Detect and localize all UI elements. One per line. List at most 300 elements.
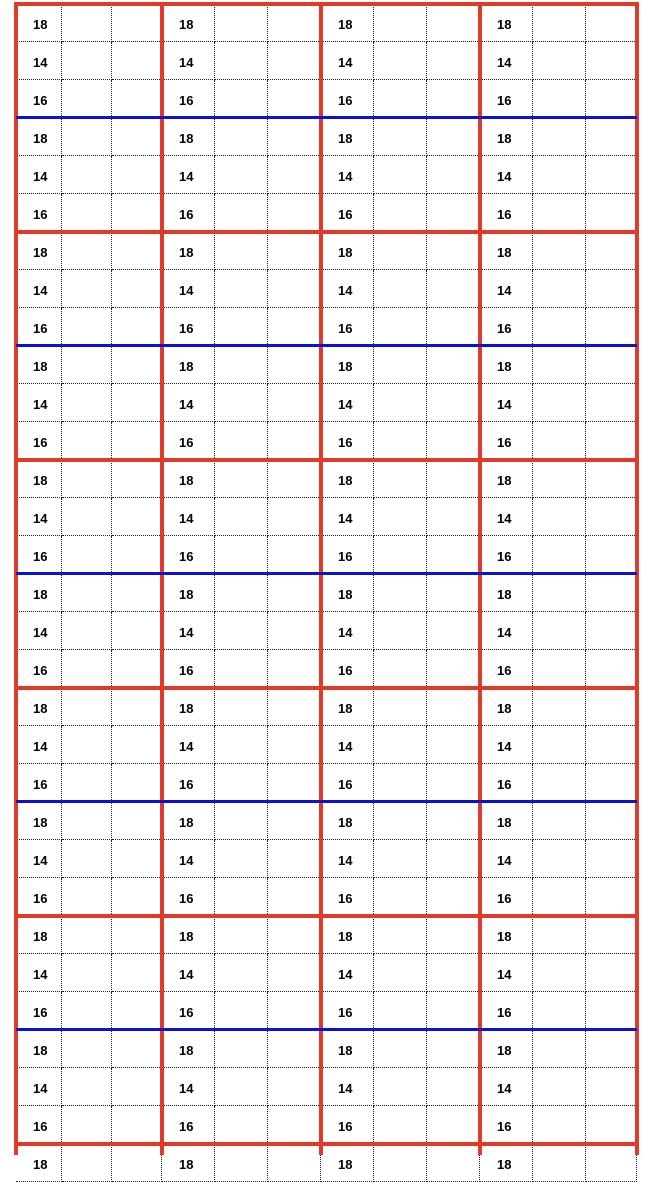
row-label: 18 bbox=[33, 815, 48, 830]
half-block-divider bbox=[16, 800, 637, 803]
grid-empty-cell bbox=[62, 1030, 112, 1068]
row-label: 18 bbox=[497, 359, 512, 374]
grid-empty-cell bbox=[62, 726, 112, 764]
grid-empty-cell bbox=[533, 42, 586, 80]
grid-empty-cell bbox=[374, 422, 427, 460]
grid-empty-cell bbox=[268, 194, 321, 232]
grid-label-cell bbox=[480, 80, 533, 118]
row-label: 18 bbox=[179, 245, 194, 260]
grid-empty-cell bbox=[374, 308, 427, 346]
grid-label-cell bbox=[321, 1068, 374, 1106]
grid-empty-cell bbox=[427, 764, 480, 802]
grid-label-cell bbox=[16, 574, 62, 612]
grid-empty-cell bbox=[62, 802, 112, 840]
grid-empty-cell bbox=[427, 346, 480, 384]
grid-label-cell bbox=[162, 156, 215, 194]
row-label: 14 bbox=[497, 967, 512, 982]
grid-empty-cell bbox=[427, 232, 480, 270]
grid-label-cell bbox=[162, 992, 215, 1030]
group-border-vertical bbox=[635, 2, 639, 1155]
grid-label-cell bbox=[16, 878, 62, 916]
grid-empty-cell bbox=[215, 878, 268, 916]
grid-label-cell bbox=[321, 42, 374, 80]
grid-empty-cell bbox=[215, 156, 268, 194]
grid-empty-cell bbox=[586, 612, 637, 650]
grid-label-cell bbox=[16, 232, 62, 270]
grid-empty-cell bbox=[533, 1068, 586, 1106]
grid-empty-cell bbox=[586, 270, 637, 308]
grid-empty-cell bbox=[533, 840, 586, 878]
grid-empty-cell bbox=[374, 992, 427, 1030]
row-label: 18 bbox=[497, 929, 512, 944]
grid-empty-cell bbox=[533, 688, 586, 726]
grid-empty-cell bbox=[533, 80, 586, 118]
grid-empty-cell bbox=[215, 4, 268, 42]
grid-empty-cell bbox=[374, 1106, 427, 1144]
grid-empty-cell bbox=[586, 650, 637, 688]
grid-empty-cell bbox=[112, 118, 162, 156]
grid-empty-cell bbox=[62, 916, 112, 954]
grid-label-cell bbox=[321, 422, 374, 460]
row-label: 16 bbox=[33, 549, 48, 564]
row-label: 16 bbox=[338, 777, 353, 792]
grid-empty-cell bbox=[427, 574, 480, 612]
grid-empty-cell bbox=[62, 384, 112, 422]
half-block-divider bbox=[16, 572, 637, 575]
grid-empty-cell bbox=[586, 308, 637, 346]
grid-empty-cell bbox=[586, 194, 637, 232]
grid-label-cell bbox=[321, 232, 374, 270]
grid-empty-cell bbox=[268, 4, 321, 42]
grid-label-cell bbox=[480, 954, 533, 992]
grid-empty-cell bbox=[427, 4, 480, 42]
grid-empty-cell bbox=[374, 612, 427, 650]
grid-label-cell bbox=[480, 878, 533, 916]
grid-empty-cell bbox=[427, 308, 480, 346]
row-label: 14 bbox=[338, 511, 353, 526]
row-label: 16 bbox=[497, 207, 512, 222]
row-label: 16 bbox=[338, 663, 353, 678]
grid-empty-cell bbox=[112, 536, 162, 574]
grid-empty-cell bbox=[427, 992, 480, 1030]
row-label: 14 bbox=[33, 853, 48, 868]
grid-empty-cell bbox=[427, 612, 480, 650]
half-block-divider bbox=[16, 116, 637, 119]
row-label: 16 bbox=[497, 321, 512, 336]
grid-empty-cell bbox=[268, 916, 321, 954]
grid-label-cell bbox=[321, 916, 374, 954]
grid-label-cell bbox=[321, 650, 374, 688]
row-label: 18 bbox=[497, 587, 512, 602]
grid-empty-cell bbox=[215, 422, 268, 460]
grid-empty-cell bbox=[374, 574, 427, 612]
grid-empty-cell bbox=[268, 308, 321, 346]
grid-empty-cell bbox=[427, 802, 480, 840]
grid-empty-cell bbox=[586, 878, 637, 916]
grid-label-cell bbox=[16, 194, 62, 232]
grid-label-cell bbox=[480, 840, 533, 878]
grid-empty-cell bbox=[586, 384, 637, 422]
grid-empty-cell bbox=[112, 612, 162, 650]
grid-empty-cell bbox=[112, 346, 162, 384]
grid-empty-cell bbox=[268, 498, 321, 536]
row-label: 16 bbox=[33, 891, 48, 906]
row-label: 18 bbox=[338, 17, 353, 32]
row-label: 14 bbox=[33, 967, 48, 982]
grid-empty-cell bbox=[427, 878, 480, 916]
grid-label-cell bbox=[321, 346, 374, 384]
grid-label-cell bbox=[321, 536, 374, 574]
row-label: 16 bbox=[497, 435, 512, 450]
grid-label-cell bbox=[162, 802, 215, 840]
row-label: 18 bbox=[179, 17, 194, 32]
grid-empty-cell bbox=[533, 460, 586, 498]
grid-empty-cell bbox=[586, 80, 637, 118]
row-label: 16 bbox=[497, 1119, 512, 1134]
grid-empty-cell bbox=[215, 916, 268, 954]
row-label: 14 bbox=[497, 853, 512, 868]
grid-label-cell bbox=[162, 270, 215, 308]
grid-empty-cell bbox=[586, 1144, 637, 1182]
grid-empty-cell bbox=[215, 498, 268, 536]
row-label: 16 bbox=[179, 1005, 194, 1020]
grid-label-cell bbox=[480, 498, 533, 536]
grid-empty-cell bbox=[112, 498, 162, 536]
grid-empty-cell bbox=[374, 118, 427, 156]
grid-empty-cell bbox=[268, 1106, 321, 1144]
grid-empty-cell bbox=[586, 688, 637, 726]
row-label: 18 bbox=[338, 815, 353, 830]
grid-label-cell bbox=[162, 194, 215, 232]
grid-empty-cell bbox=[533, 118, 586, 156]
grid-label-cell bbox=[480, 194, 533, 232]
grid-empty-cell bbox=[215, 840, 268, 878]
grid-label-cell bbox=[321, 156, 374, 194]
grid-empty-cell bbox=[268, 232, 321, 270]
grid-empty-cell bbox=[62, 422, 112, 460]
grid-empty-cell bbox=[215, 612, 268, 650]
grid-empty-cell bbox=[112, 42, 162, 80]
row-label: 18 bbox=[338, 473, 353, 488]
grid-label-cell bbox=[16, 764, 62, 802]
grid-empty-cell bbox=[62, 688, 112, 726]
grid-empty-cell bbox=[586, 4, 637, 42]
grid-label-cell bbox=[162, 42, 215, 80]
grid-empty-cell bbox=[62, 1144, 112, 1182]
grid-label-cell bbox=[480, 802, 533, 840]
grid-label-cell bbox=[321, 460, 374, 498]
grid-label-cell bbox=[480, 1030, 533, 1068]
grid-empty-cell bbox=[533, 498, 586, 536]
grid-empty-cell bbox=[268, 1068, 321, 1106]
row-label: 18 bbox=[33, 587, 48, 602]
grid-label-cell bbox=[162, 232, 215, 270]
grid-empty-cell bbox=[427, 1030, 480, 1068]
grid-empty-cell bbox=[268, 80, 321, 118]
grid-label-cell bbox=[480, 42, 533, 80]
row-label: 14 bbox=[179, 853, 194, 868]
grid-empty-cell bbox=[533, 422, 586, 460]
grid-empty-cell bbox=[427, 726, 480, 764]
row-label: 16 bbox=[33, 321, 48, 336]
grid-empty-cell bbox=[586, 422, 637, 460]
grid-label-cell bbox=[162, 612, 215, 650]
grid-empty-cell bbox=[533, 1106, 586, 1144]
grid-empty-cell bbox=[427, 498, 480, 536]
grid-label-cell bbox=[480, 308, 533, 346]
grid-label-cell bbox=[480, 460, 533, 498]
row-label: 14 bbox=[179, 1081, 194, 1096]
grid-label-cell bbox=[480, 536, 533, 574]
row-label: 16 bbox=[497, 93, 512, 108]
row-label: 18 bbox=[338, 587, 353, 602]
grid-label-cell bbox=[321, 688, 374, 726]
grid-empty-cell bbox=[374, 536, 427, 574]
row-label: 14 bbox=[338, 739, 353, 754]
grid-empty-cell bbox=[215, 536, 268, 574]
grid-label-cell bbox=[162, 422, 215, 460]
row-label: 16 bbox=[497, 777, 512, 792]
grid-empty-cell bbox=[586, 42, 637, 80]
grid-empty-cell bbox=[62, 954, 112, 992]
grid-label-cell bbox=[321, 1030, 374, 1068]
grid-empty-cell bbox=[268, 726, 321, 764]
grid-empty-cell bbox=[268, 840, 321, 878]
grid-empty-cell bbox=[374, 878, 427, 916]
row-label: 16 bbox=[33, 1005, 48, 1020]
grid-empty-cell bbox=[268, 384, 321, 422]
grid-label-cell bbox=[16, 384, 62, 422]
grid-empty-cell bbox=[268, 270, 321, 308]
row-label: 14 bbox=[338, 397, 353, 412]
grid-empty-cell bbox=[533, 764, 586, 802]
grid-empty-cell bbox=[112, 422, 162, 460]
row-label: 18 bbox=[33, 131, 48, 146]
grid-empty-cell bbox=[112, 916, 162, 954]
grid-empty-cell bbox=[112, 232, 162, 270]
grid-empty-cell bbox=[586, 840, 637, 878]
row-label: 14 bbox=[338, 283, 353, 298]
grid-label-cell bbox=[321, 80, 374, 118]
row-label: 18 bbox=[179, 1043, 194, 1058]
grid-label-cell bbox=[16, 536, 62, 574]
grid-label-cell bbox=[321, 764, 374, 802]
grid-label-cell bbox=[480, 916, 533, 954]
grid-empty-cell bbox=[427, 1068, 480, 1106]
grid-empty-cell bbox=[427, 156, 480, 194]
block-border-horizontal bbox=[14, 2, 639, 6]
grid-label-cell bbox=[16, 840, 62, 878]
grid-label-cell bbox=[16, 916, 62, 954]
grid-empty-cell bbox=[586, 802, 637, 840]
row-label: 16 bbox=[33, 207, 48, 222]
grid-label-cell bbox=[162, 384, 215, 422]
row-label: 16 bbox=[33, 435, 48, 450]
grid-empty-cell bbox=[533, 992, 586, 1030]
grid-empty-cell bbox=[374, 1144, 427, 1182]
grid-empty-cell bbox=[268, 954, 321, 992]
grid-empty-cell bbox=[533, 536, 586, 574]
row-label: 16 bbox=[338, 207, 353, 222]
grid-empty-cell bbox=[62, 156, 112, 194]
grid-empty-cell bbox=[374, 840, 427, 878]
row-label: 18 bbox=[33, 929, 48, 944]
row-label: 14 bbox=[33, 283, 48, 298]
grid-empty-cell bbox=[268, 118, 321, 156]
grid-empty-cell bbox=[112, 764, 162, 802]
grid-label-cell bbox=[480, 726, 533, 764]
grid-empty-cell bbox=[112, 1144, 162, 1182]
grid-empty-cell bbox=[215, 42, 268, 80]
grid-empty-cell bbox=[62, 840, 112, 878]
grid-label-cell bbox=[162, 764, 215, 802]
row-label: 18 bbox=[33, 359, 48, 374]
grid-label-cell bbox=[16, 650, 62, 688]
row-label: 16 bbox=[179, 549, 194, 564]
grid-empty-cell bbox=[62, 612, 112, 650]
grid-empty-cell bbox=[112, 992, 162, 1030]
row-label: 14 bbox=[338, 169, 353, 184]
row-label: 14 bbox=[497, 397, 512, 412]
row-label: 18 bbox=[338, 1157, 353, 1172]
grid-label-cell bbox=[321, 726, 374, 764]
grid-empty-cell bbox=[62, 4, 112, 42]
row-label: 14 bbox=[497, 55, 512, 70]
grid-empty-cell bbox=[215, 1068, 268, 1106]
row-label: 16 bbox=[179, 321, 194, 336]
grid-empty-cell bbox=[427, 422, 480, 460]
grid-label-cell bbox=[321, 992, 374, 1030]
grid-label-cell bbox=[162, 574, 215, 612]
grid-empty-cell bbox=[112, 270, 162, 308]
grid-empty-cell bbox=[427, 954, 480, 992]
row-label: 16 bbox=[179, 891, 194, 906]
row-label: 14 bbox=[33, 169, 48, 184]
grid-empty-cell bbox=[268, 422, 321, 460]
half-block-divider bbox=[16, 344, 637, 347]
grid-label-cell bbox=[480, 270, 533, 308]
grid-empty-cell bbox=[427, 194, 480, 232]
grid-empty-cell bbox=[62, 574, 112, 612]
grid-label-cell bbox=[16, 346, 62, 384]
grid-empty-cell bbox=[374, 650, 427, 688]
row-label: 18 bbox=[33, 1043, 48, 1058]
grid-empty-cell bbox=[112, 878, 162, 916]
grid-label-cell bbox=[162, 536, 215, 574]
grid-empty-cell bbox=[112, 840, 162, 878]
row-label: 18 bbox=[497, 245, 512, 260]
grid-empty-cell bbox=[374, 498, 427, 536]
grid-label-cell bbox=[162, 460, 215, 498]
grid-label-cell bbox=[16, 4, 62, 42]
grid-label-cell bbox=[480, 992, 533, 1030]
grid-empty-cell bbox=[215, 270, 268, 308]
grid-label-cell bbox=[321, 194, 374, 232]
grid-empty-cell bbox=[533, 1144, 586, 1182]
grid-label-cell bbox=[16, 802, 62, 840]
row-label: 14 bbox=[33, 511, 48, 526]
row-label: 16 bbox=[497, 1005, 512, 1020]
row-label: 16 bbox=[338, 1005, 353, 1020]
grid-empty-cell bbox=[62, 194, 112, 232]
grid-empty-cell bbox=[374, 764, 427, 802]
grid-empty-cell bbox=[215, 232, 268, 270]
grid-empty-cell bbox=[62, 460, 112, 498]
row-label: 18 bbox=[497, 815, 512, 830]
row-label: 14 bbox=[338, 1081, 353, 1096]
grid-empty-cell bbox=[268, 802, 321, 840]
row-label: 16 bbox=[33, 1119, 48, 1134]
grid-empty-cell bbox=[533, 308, 586, 346]
grid-label-cell bbox=[162, 4, 215, 42]
grid-label-cell bbox=[16, 1106, 62, 1144]
grid-empty-cell bbox=[268, 460, 321, 498]
grid-empty-cell bbox=[112, 1030, 162, 1068]
grid-empty-cell bbox=[586, 498, 637, 536]
grid-empty-cell bbox=[374, 194, 427, 232]
grid-empty-cell bbox=[268, 878, 321, 916]
grid-label-cell bbox=[162, 878, 215, 916]
group-border-vertical bbox=[160, 2, 164, 1155]
grid-empty-cell bbox=[268, 1030, 321, 1068]
grid-label-cell bbox=[321, 612, 374, 650]
row-label: 16 bbox=[338, 321, 353, 336]
grid-empty-cell bbox=[112, 1106, 162, 1144]
row-label: 14 bbox=[179, 55, 194, 70]
grid-label-cell bbox=[480, 612, 533, 650]
grid-label-cell bbox=[162, 840, 215, 878]
grid-label-cell bbox=[16, 688, 62, 726]
grid-empty-cell bbox=[215, 118, 268, 156]
grid-empty-cell bbox=[533, 156, 586, 194]
row-label: 18 bbox=[338, 359, 353, 374]
grid-label-cell bbox=[16, 42, 62, 80]
row-label: 14 bbox=[179, 739, 194, 754]
grid-empty-cell bbox=[268, 612, 321, 650]
grid-empty-cell bbox=[215, 726, 268, 764]
grid-label-cell bbox=[162, 1144, 215, 1182]
grid-label-cell bbox=[16, 1030, 62, 1068]
row-label: 18 bbox=[497, 701, 512, 716]
row-label: 16 bbox=[179, 435, 194, 450]
grid-label-cell bbox=[480, 118, 533, 156]
grid-empty-cell bbox=[268, 42, 321, 80]
grid-empty-cell bbox=[374, 954, 427, 992]
row-label: 14 bbox=[179, 283, 194, 298]
grid-empty-cell bbox=[586, 954, 637, 992]
grid-empty-cell bbox=[112, 1068, 162, 1106]
grid-label-cell bbox=[162, 688, 215, 726]
row-label: 18 bbox=[179, 131, 194, 146]
grid-empty-cell bbox=[62, 118, 112, 156]
grid-empty-cell bbox=[62, 650, 112, 688]
grid-empty-cell bbox=[533, 194, 586, 232]
grid-empty-cell bbox=[62, 764, 112, 802]
grid-label-cell bbox=[321, 802, 374, 840]
grid-empty-cell bbox=[533, 916, 586, 954]
row-label: 14 bbox=[338, 55, 353, 70]
grid-empty-cell bbox=[62, 498, 112, 536]
grid-empty-cell bbox=[268, 156, 321, 194]
grid-empty-cell bbox=[374, 460, 427, 498]
grid-label-cell bbox=[162, 346, 215, 384]
grid-empty-cell bbox=[112, 194, 162, 232]
row-label: 14 bbox=[179, 169, 194, 184]
grid-empty-cell bbox=[586, 574, 637, 612]
grid-empty-cell bbox=[112, 726, 162, 764]
grid-empty-cell bbox=[215, 1144, 268, 1182]
row-label: 18 bbox=[33, 473, 48, 488]
